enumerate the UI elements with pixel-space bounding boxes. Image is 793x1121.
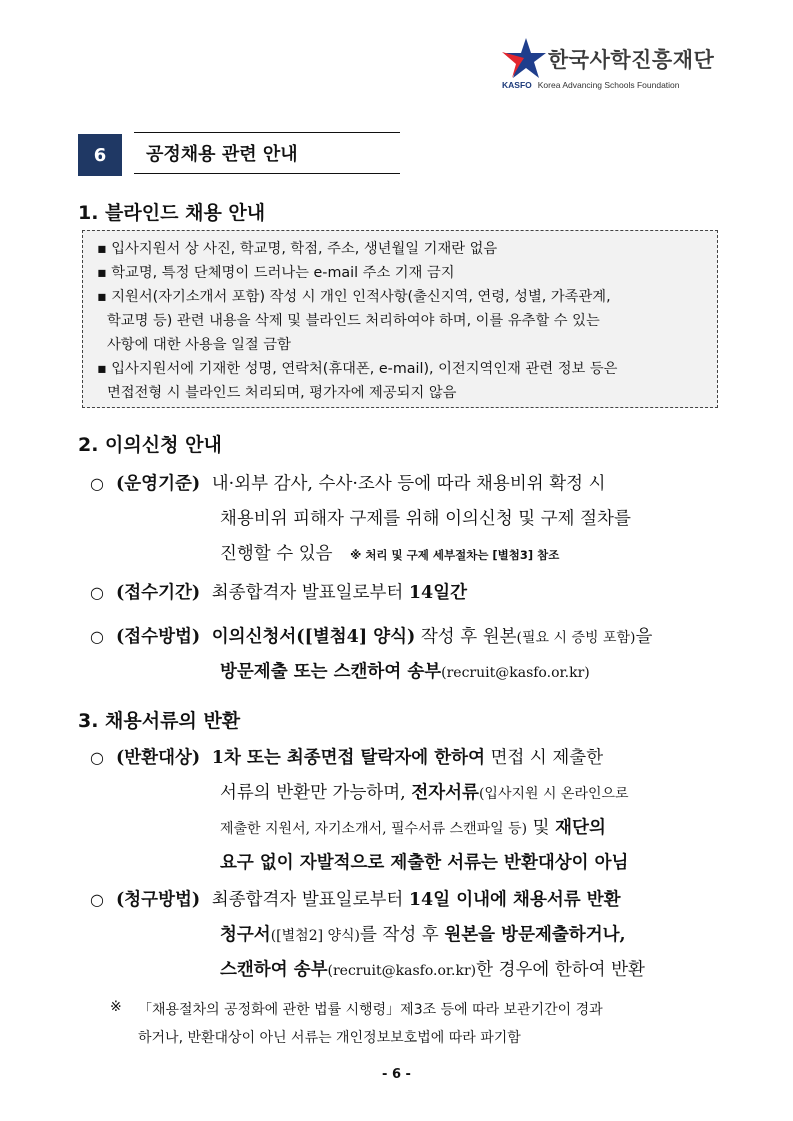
claim-1-bold: 14일 이내에 채용서류 반환 [408, 890, 621, 910]
method-line2-bold: 방문제출 또는 스캔하여 송부 [220, 662, 442, 682]
blind-line-4: 학교명 등) 관련 내용을 삭제 및 블라인드 처리하여야 하며, 이를 유추할 수 있는 [107, 313, 600, 329]
blind-line-5: 사항에 대한 사용을 일절 금함 [107, 337, 291, 353]
bullet-circle: ○ [90, 474, 104, 493]
target-row-4 [220, 849, 628, 874]
claim-2-text: 를 작성 후 [360, 925, 439, 945]
claim-2-bold2: 원본을 방문제출하거나, [444, 925, 626, 945]
method-end: 을 [635, 627, 653, 647]
target-row-3 [220, 814, 606, 839]
target-row-1 [116, 744, 603, 769]
method-label: (접수방법) [116, 627, 201, 647]
method-email: (recruit@kasfo.or.kr) [441, 665, 590, 681]
logo-english-name [502, 80, 680, 90]
target-1-bold: 1차 또는 최종면접 탈락자에 한하여 [211, 748, 485, 768]
blind-line-7: 면접전형 시 블라인드 처리되며, 평가자에 제공되지 않음 [107, 385, 457, 401]
bullet-circle: ○ [90, 748, 104, 767]
return-heading: 3. 채용서류의 반환 [78, 710, 241, 732]
period-text: 최종합격자 발표일로부터 [211, 583, 404, 603]
op-line-2: 채용비위 피해자 구제를 위해 이의신청 및 구제 절차를 [220, 509, 631, 529]
appeal-op-row [116, 470, 606, 495]
appeal-heading: 2. 이의신청 안내 [78, 434, 222, 456]
op-line-1: 내·외부 감사, 수사·조사 등에 따라 채용비위 확정 시 [211, 474, 606, 494]
claim-row-1 [116, 886, 621, 911]
claim-2-bold: 청구서 [220, 925, 271, 945]
claim-row-2 [220, 921, 626, 946]
target-2-bold: 전자서류 [411, 783, 479, 803]
claim-3-email: (recruit@kasfo.or.kr) [327, 963, 477, 979]
claim-1-text: 최종합격자 발표일로부터 [211, 890, 404, 910]
appeal-method-row [116, 623, 652, 648]
blind-info-box [82, 230, 718, 408]
claim-row-3 [220, 956, 645, 981]
op-label: (운영기준) [116, 474, 201, 494]
target-label: (반환대상) [116, 748, 201, 768]
blind-line-3: ▪ 지원서(자기소개서 포함) 작성 시 개인 인적사항(출신지역, 연령, 성별, 가족관계, [97, 289, 611, 305]
logo-english-text: Korea Advancing Schools Foundation [537, 80, 680, 90]
blind-line-6: ▪ 입사지원서에 기재한 성명, 연락처(휴대폰, e-mail), 이전지역인재 관련 정보 등은 [97, 361, 618, 377]
page-number: - 6 - [382, 1067, 411, 1082]
star-logo-icon [502, 38, 546, 80]
target-3-bold: 재단의 [555, 818, 606, 838]
method-bold: 이의신청서([별첨4] 양식) [211, 627, 416, 647]
target-3-small: 제출한 지원서, 자기소개서, 필수서류 스캔파일 등) [220, 821, 528, 837]
bullet-circle: ○ [90, 583, 104, 602]
logo-korean-name: 한국사학진흥재단 [548, 48, 715, 72]
period-bold: 14일간 [408, 583, 468, 603]
blind-heading: 1. 블라인드 채용 안내 [78, 202, 266, 224]
logo-abbr: KASFO [502, 80, 532, 90]
footnote-line-1: 「채용절차의 공정화에 관한 법률 시행령」제3조 등에 따라 보관기간이 경과 [138, 1002, 603, 1018]
appeal-period-row [116, 579, 467, 604]
target-3-text: 및 [532, 818, 550, 838]
section-title: 공정채용 관련 안내 [134, 132, 400, 174]
target-2-small: (입사지원 시 온라인으로 [478, 786, 629, 802]
claim-3-bold: 스캔하여 송부 [220, 960, 328, 980]
target-1-text: 면접 시 제출한 [490, 748, 604, 768]
bullet-circle: ○ [90, 627, 104, 646]
claim-3-text: 한 경우에 한하여 반환 [476, 960, 645, 980]
footnote-line-2: 하거나, 반환대상이 아닌 서류는 개인정보보호법에 따라 파기함 [138, 1030, 521, 1046]
blind-line-2: ▪ 학교명, 특정 단체명이 드러나는 e-mail 주소 기재 금지 [97, 265, 455, 281]
target-2-text: 서류의 반환만 가능하며, [220, 783, 406, 803]
method-mid: 작성 후 원본 [420, 627, 517, 647]
footnote-mark: ※ [110, 999, 122, 1015]
method-line-2 [220, 658, 590, 683]
section-number: 6 [78, 134, 122, 176]
target-4-bold: 요구 없이 자발적으로 제출한 서류는 반환대상이 아님 [220, 853, 629, 873]
claim-2-small: ([별첨2] 양식) [270, 928, 361, 944]
claim-label: (청구방법) [116, 890, 201, 910]
op-line-3-row [220, 540, 559, 565]
op-note: ※ 처리 및 구제 세부절차는 [별첨3] 참조 [350, 548, 560, 562]
bullet-circle: ○ [90, 890, 104, 909]
target-row-2 [220, 779, 629, 804]
period-label: (접수기간) [116, 583, 201, 603]
kasfo-logo [502, 36, 742, 94]
blind-line-1: ▪ 입사지원서 상 사진, 학교명, 학점, 주소, 생년월일 기재란 없음 [97, 241, 498, 257]
op-line-3: 진행할 수 있음 [220, 544, 333, 564]
method-small: (필요 시 증빙 포함) [516, 630, 636, 646]
